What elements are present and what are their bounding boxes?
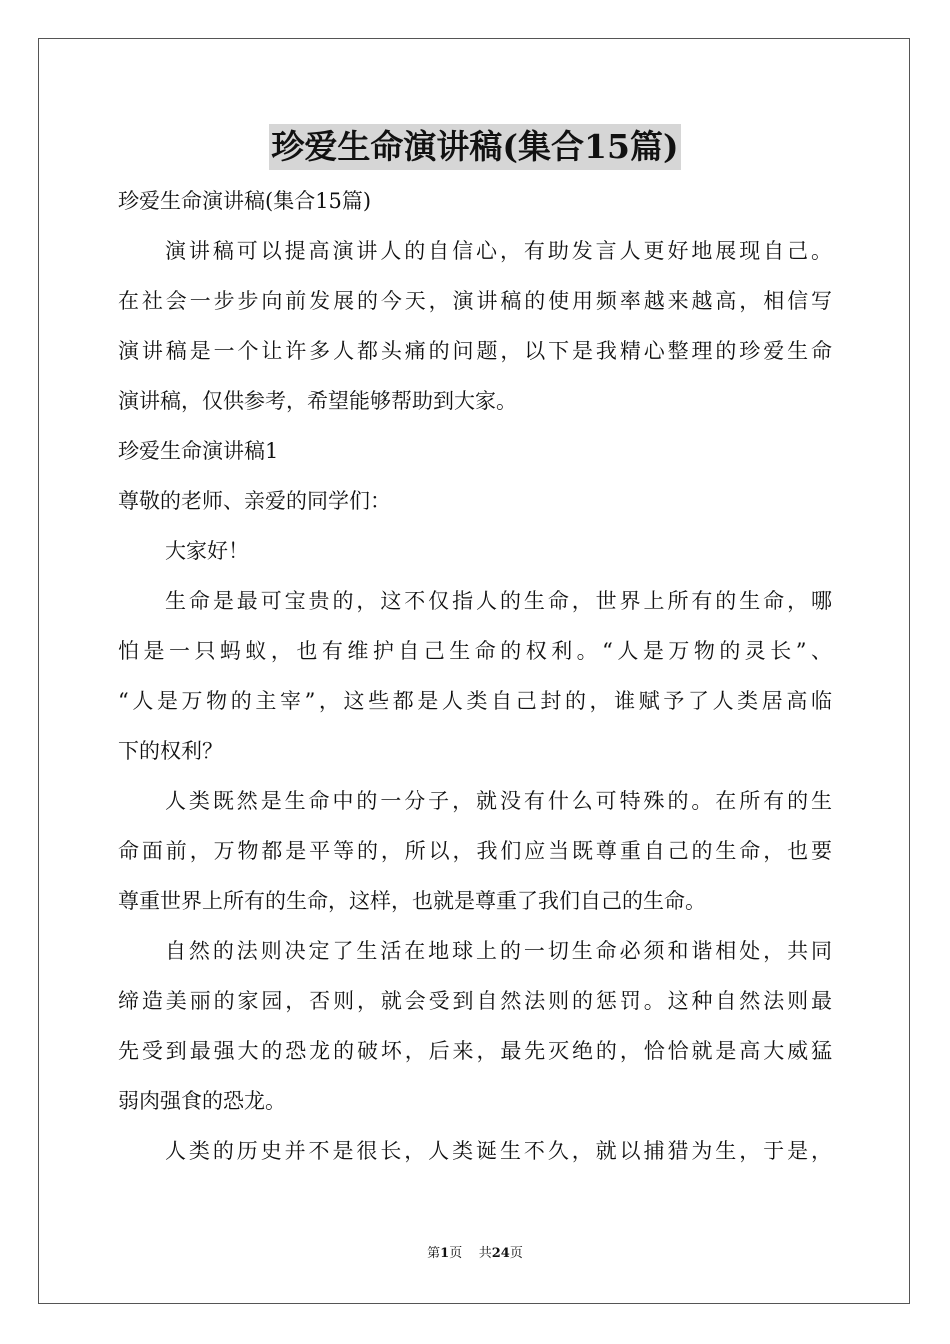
text-line: 大家好！ [165,539,249,563]
footer-page-number: 1 [440,1246,450,1261]
text-line: 自然的法则决定了生活在地球上的一切生命必须和谐相处，共同 [165,939,832,963]
text-line: 人类既然是生命中的一分子，就没有什么可特殊的。在所有的生 [165,789,832,813]
document-title: 珍爱生命演讲稿(集合15篇) [269,124,680,170]
page-footer [0,1244,950,1264]
footer-page-suffix: 页 [449,1246,463,1261]
footer-total-prefix: 共 [478,1246,492,1261]
text-line: 珍爱生命演讲稿(集合15篇) [118,189,372,213]
text-line: 人类的历史并不是很长，人类诞生不久，就以捕猎为生，于是， [165,1139,832,1163]
text-line: 在社会一步步向前发展的今天，演讲稿的使用频率越来越高，相信写 [118,289,832,313]
text-line: 尊重世界上所有的生命，这样，也就是尊重了我们自己的生命。 [118,889,706,913]
text-line: 缔造美丽的家园，否则，就会受到自然法则的惩罚。这种自然法则最 [118,989,832,1013]
text-line: 弱肉强食的恐龙。 [118,1089,286,1113]
text-line: 演讲稿是一个让许多人都头痛的问题，以下是我精心整理的珍爱生命 [118,339,832,363]
text-line: “人是万物的主宰”，这些都是人类自己封的，谁赋予了人类居高临 [118,689,832,713]
text-line: 下的权利？ [118,739,223,763]
text-line: 先受到最强大的恐龙的破坏，后来，最先灭绝的，恰恰就是高大威猛 [118,1039,832,1063]
text-line: 演讲稿，仅供参考，希望能够帮助到大家。 [118,389,517,413]
text-line: 怕是一只蚂蚁，也有维护自己生命的权利。“人是万物的灵长”、 [118,639,832,663]
text-line: 演讲稿可以提高演讲人的自信心，有助发言人更好地展现自己。 [165,239,832,263]
document-body [118,124,832,1176]
text-line: 生命是最可宝贵的，这不仅指人的生命，世界上所有的生命，哪 [165,589,832,613]
footer-total-suffix: 页 [509,1246,523,1261]
text-lines [118,176,832,1176]
footer-total-pages: 24 [491,1246,510,1261]
title-wrap [118,124,832,170]
text-line: 命面前，万物都是平等的，所以，我们应当既尊重自己的生命，也要 [118,839,832,863]
text-line: 尊敬的老师、亲爱的同学们： [118,489,391,513]
text-line: 珍爱生命演讲稿1 [118,439,279,463]
footer-prefix: 第 [427,1246,441,1261]
